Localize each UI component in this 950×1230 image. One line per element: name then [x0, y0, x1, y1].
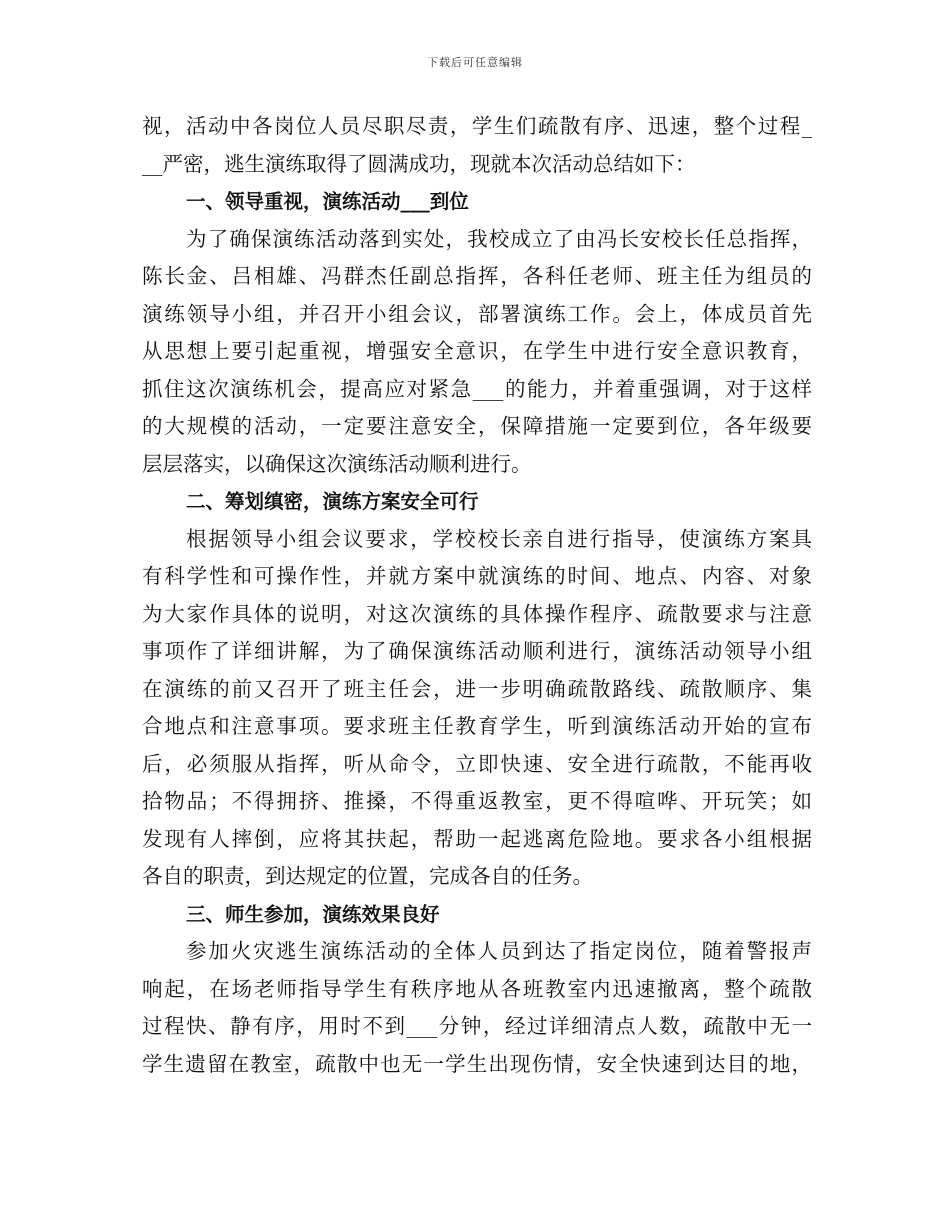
section-heading: 一、领导重视，演练活动___到位: [186, 190, 469, 213]
paragraph-line: 在演练的前又召开了班主任会，进一步明确疏散路线、疏散顺序、集: [142, 676, 812, 701]
paragraph-line: 陈长金、吕相雄、冯群杰任副总指挥，各科任老师、班主任为组员的: [142, 264, 812, 288]
paragraph-line: 发现有人摔倒，应将其扶起，帮助一起逃离危险地。要求各小组根据: [142, 826, 812, 851]
paragraph-line: 后，必须服从指挥，听从命令，立即快速、安全进行疏散，不能再收: [142, 751, 812, 776]
section-heading: 三、师生参加，演练效果良好: [186, 902, 440, 926]
page-header: 下载后可任意编辑: [427, 56, 523, 69]
paragraph-line: 各自的职责，到达规定的位置，完成各自的任务。: [142, 864, 593, 888]
paragraph-line: 合地点和注意事项。要求班主任教育学生，听到演练活动开始的宣布: [142, 714, 812, 738]
paragraph-line: 有科学性和可操作性，并就方案中就演练的时间、地点、内容、对象: [142, 564, 812, 588]
paragraph-line: 的大规模的活动，一定要注意安全，保障措施一定要到位，各年级要: [142, 414, 812, 438]
paragraph-line: 层层落实，以确保这次演练活动顺利进行。: [142, 451, 532, 476]
section-heading: 二、筹划缜密，演练方案安全可行: [186, 490, 479, 513]
paragraph-line: 参加火灾逃生演练活动的全体人员到达了指定岗位，随着警报声: [186, 939, 812, 963]
paragraph-line: 响起，在场老师指导学生有秩序地从各班教室内迅速撤离，整个疏散: [142, 976, 812, 1001]
paragraph-line: 抓住这次演练机会，提高应对紧急___的能力，并着重强调，对于这样: [142, 376, 812, 401]
paragraph-line: 事项作了详细讲解，为了确保演练活动顺利进行，演练活动领导小组: [142, 639, 812, 663]
paragraph-line: 根据领导小组会议要求，学校校长亲自进行指导，使演练方案具: [186, 526, 812, 551]
paragraph-line: 为了确保演练活动落到实处，我校成立了由冯长安校长任总指挥，: [186, 226, 812, 251]
paragraph-line: 从思想上要引起重视，增强安全意识，在学生中进行安全意识教育，: [142, 339, 812, 363]
paragraph-line: __严密，逃生演练取得了圆满成功，现就本次活动总结如下：: [142, 151, 696, 176]
document-body: [142, 108, 812, 1083]
paragraph-line: 演练领导小组，并召开小组会议，部署演练工作。会上，体成员首先: [142, 301, 812, 326]
paragraph-line: 视，活动中各岗位人员尽职尽责，学生们疏散有序、迅速，整个过程_: [142, 114, 812, 138]
paragraph-line: 为大家作具体的说明，对这次演练的具体操作程序、疏散要求与注意: [142, 601, 812, 626]
paragraph-line: 过程快、静有序，用时不到___分钟，经过详细清点人数，疏散中无一: [142, 1014, 812, 1038]
paragraph-line: 学生遗留在教室，疏散中也无一学生出现伤情，安全快速到达目的地，: [142, 1051, 812, 1076]
paragraph-line: 拾物品；不得拥挤、推搡，不得重返教室，更不得喧哗、开玩笑；如: [142, 789, 812, 813]
